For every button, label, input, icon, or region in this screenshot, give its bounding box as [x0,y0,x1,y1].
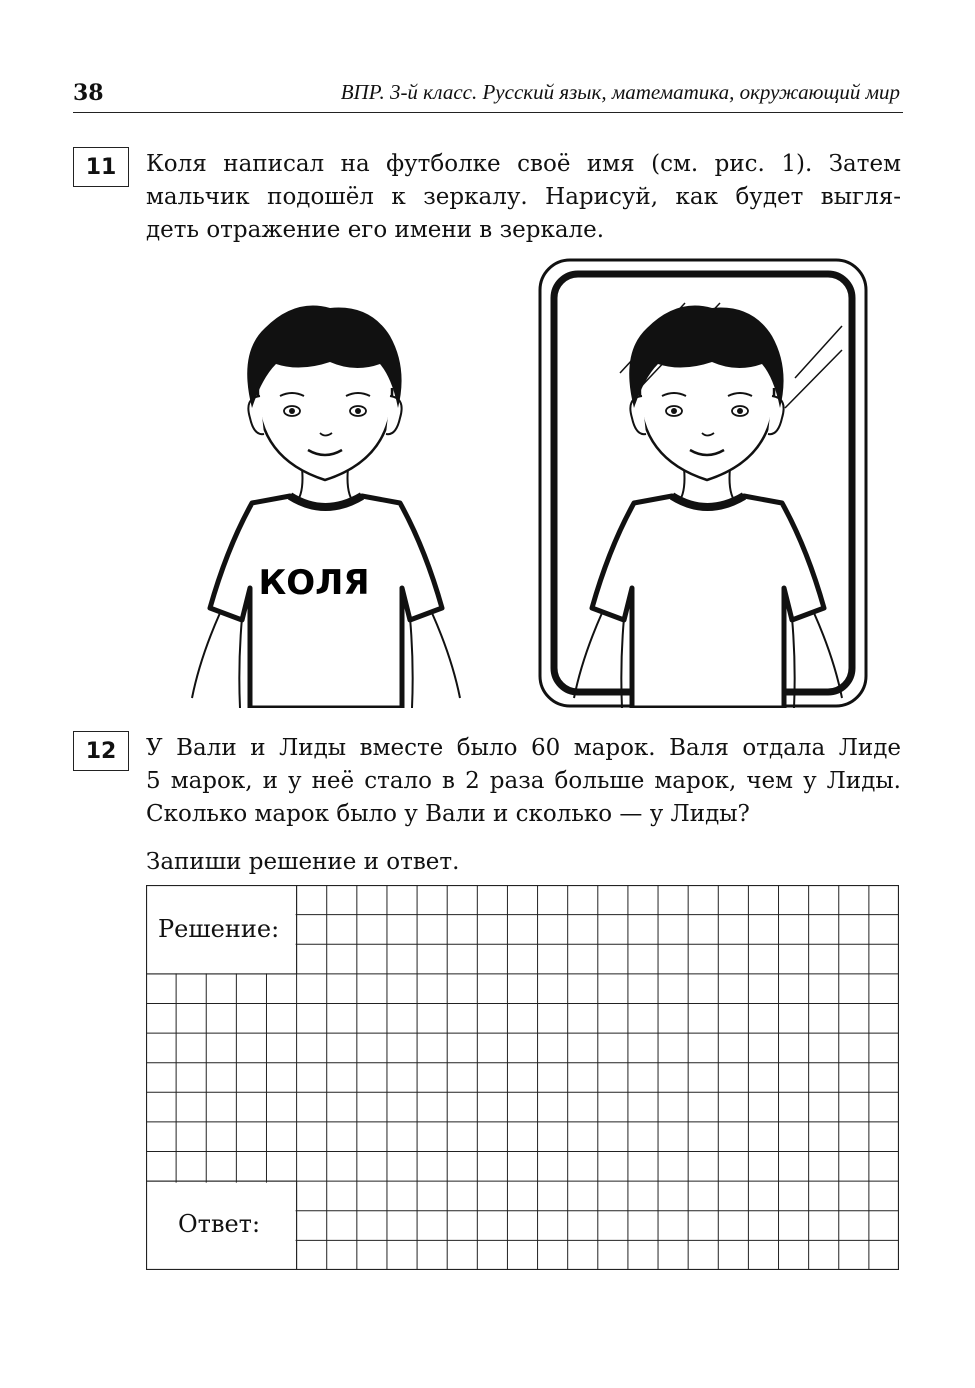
shirt-name-text: КОЛЯ [258,563,370,603]
page-number: 38 [73,80,104,106]
running-head: ВПР. 3-й класс. Русский язык, математика, окружающий мир [340,80,900,104]
task-12-line: 5 марок, и у неё стало в 2 раза больше марок, чем у Лиды. [146,768,901,794]
task-12-line: У Вали и Лиды вместе было 60 марок. Валя отдала Лиде [146,735,901,761]
task-12-number: 12 [73,731,129,771]
task-11-line: Коля написал на футболке своё имя (см. рис. 1). Затем [146,151,901,177]
header-rule [73,112,903,113]
boy-and-mirror-illustration [180,258,880,708]
boy-figure [192,306,460,709]
task-11-line: мальчик подошёл к зеркалу. Нарисуй, как будет выгля- [146,184,901,210]
task-11-line: деть отражение его имени в зеркале. [146,217,605,243]
task-11-number: 11 [73,147,129,187]
task-12-line: Сколько марок было у Вали и сколько — у Лиды? [146,801,750,827]
answer-label: Ответ: [178,1210,261,1238]
solution-label: Решение: [158,915,280,943]
task-12-instruction: Запиши решение и ответ. [146,849,460,875]
task-11-text [146,148,901,247]
task-12-text [146,732,901,831]
answer-grid[interactable] [146,885,899,1270]
